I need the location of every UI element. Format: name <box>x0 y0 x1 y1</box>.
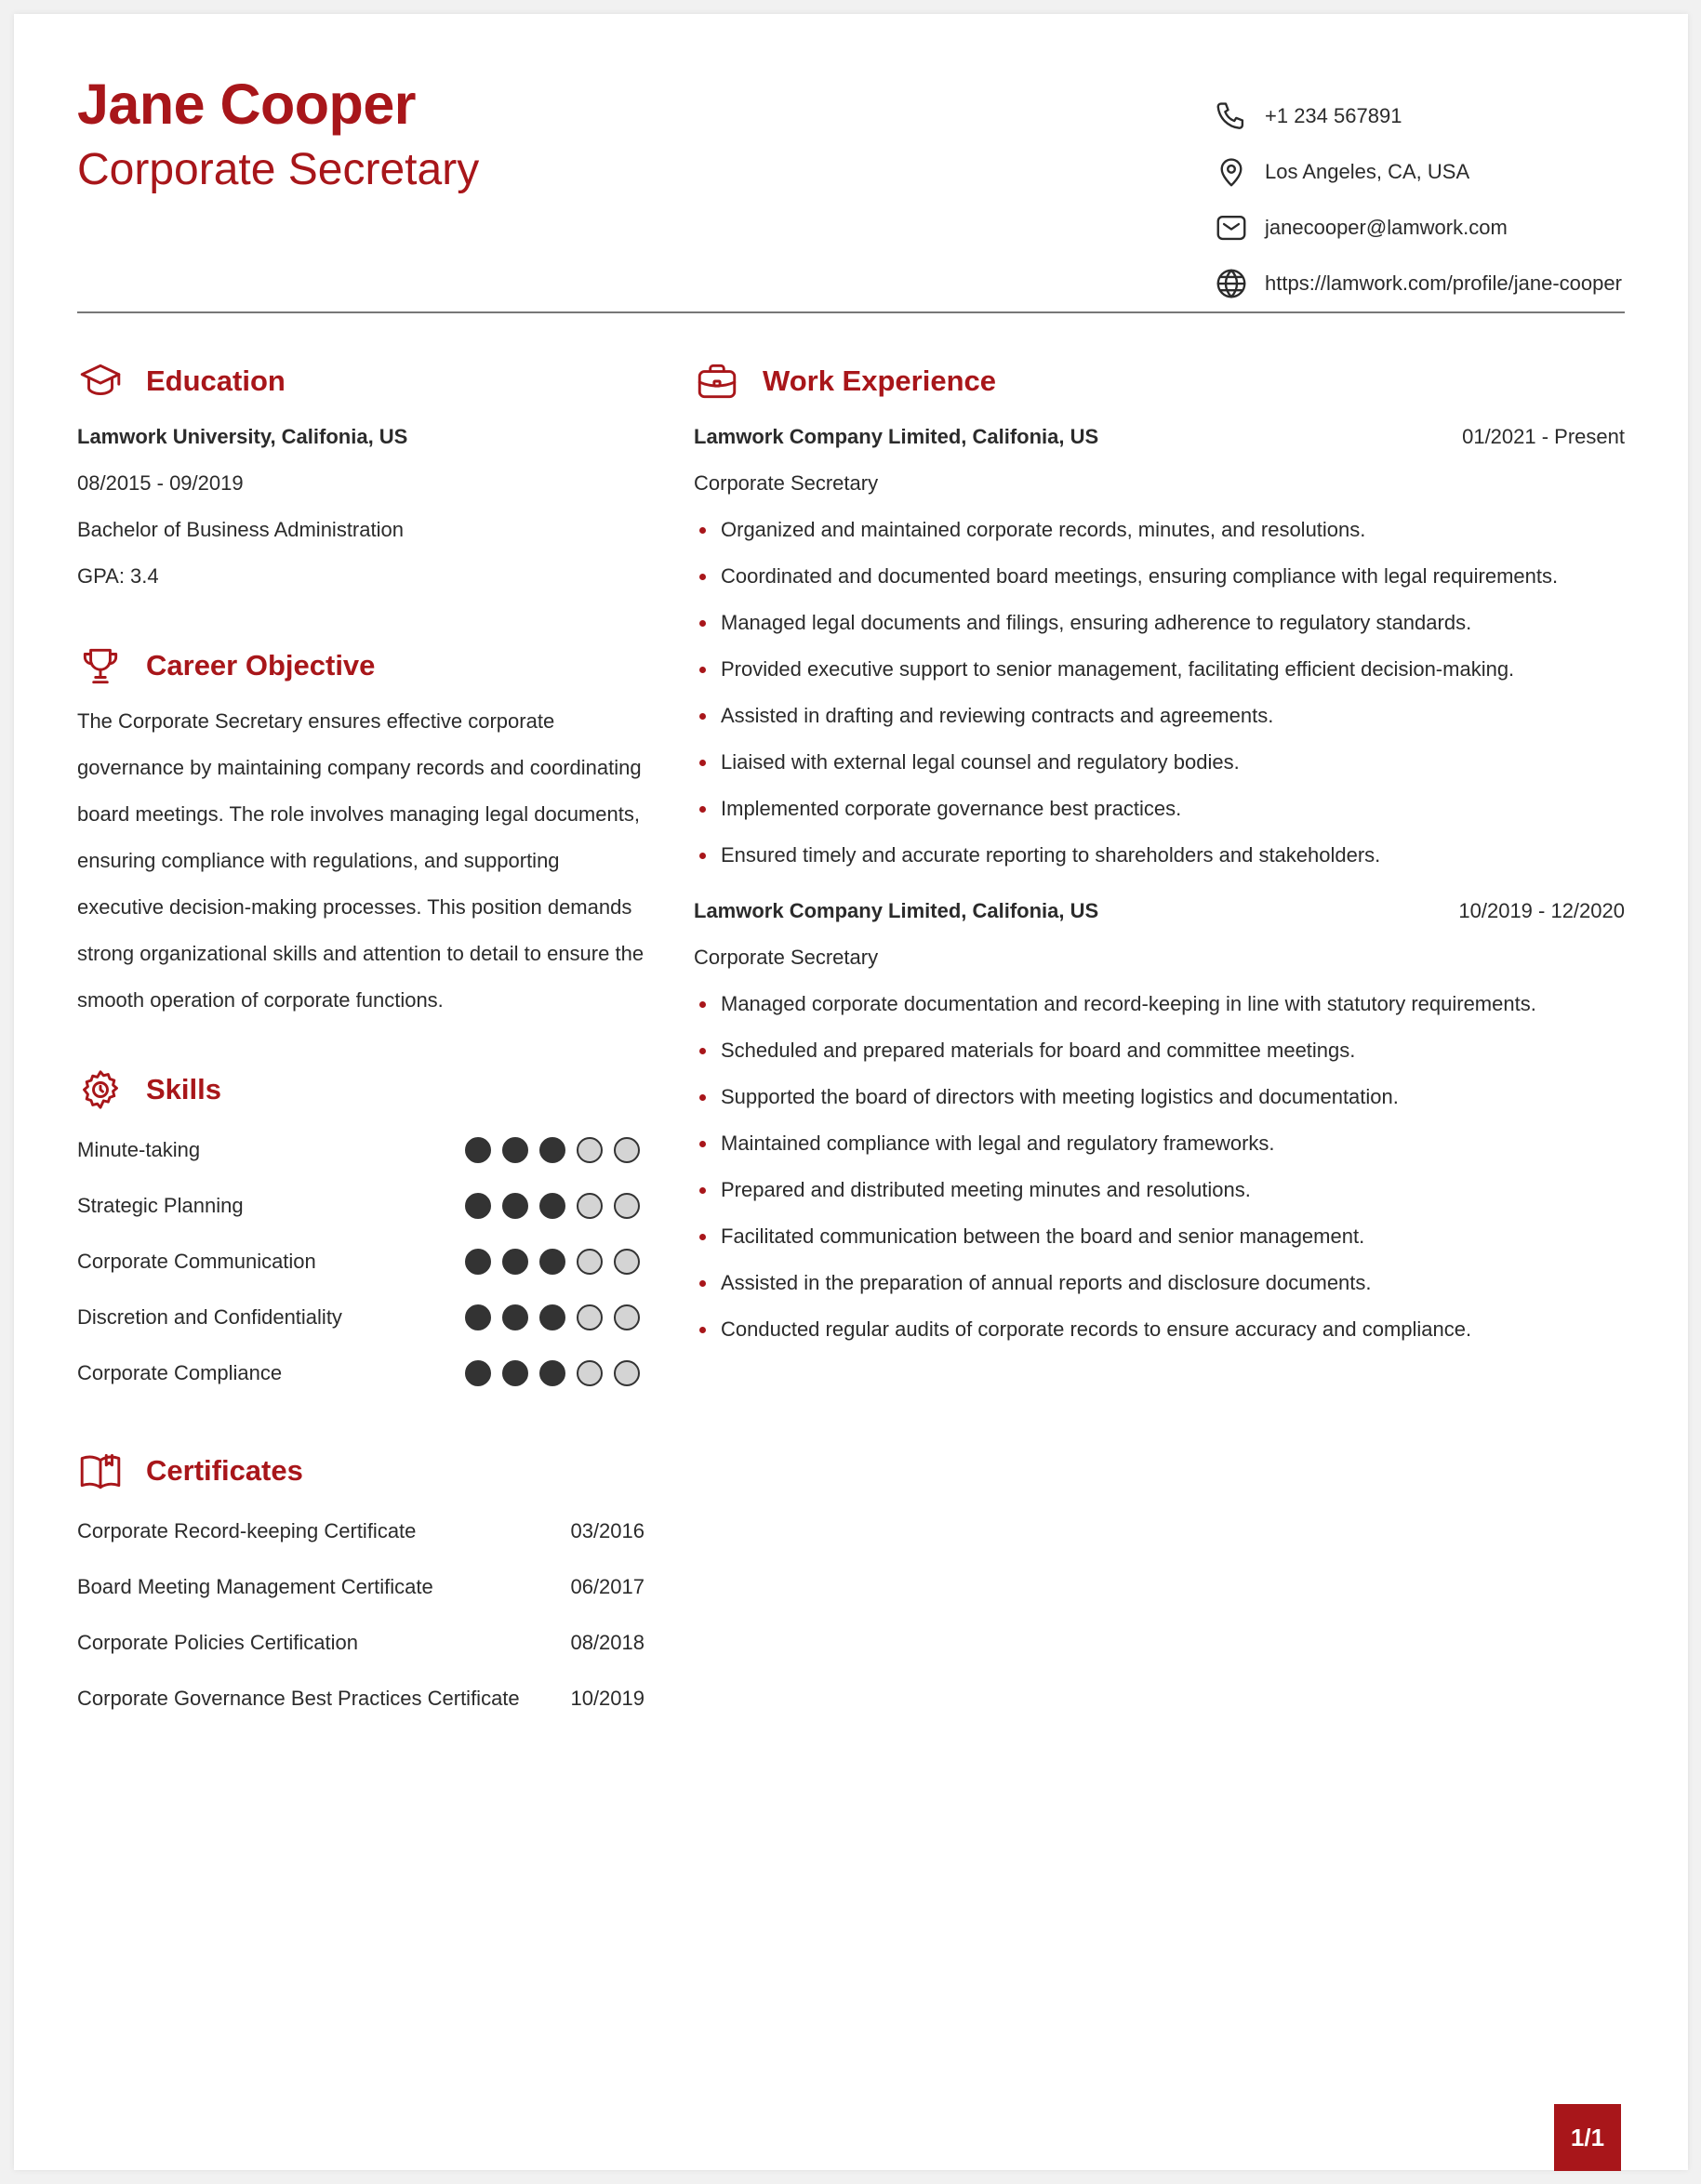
phone-icon <box>1214 99 1249 134</box>
skills-header <box>77 1057 645 1122</box>
certificate-name: Corporate Policies Certification <box>77 1631 359 1654</box>
rating-dot-filled <box>539 1137 565 1163</box>
education-header <box>77 349 645 414</box>
skills-section <box>77 1057 645 1401</box>
rating-dot-filled <box>465 1137 491 1163</box>
job-bullets <box>694 507 1625 879</box>
certificate-name: Corporate Governance Best Practices Certificate <box>77 1687 520 1710</box>
rating-dot-filled <box>502 1193 528 1219</box>
trophy-icon <box>77 642 124 689</box>
work-title: Work Experience <box>763 364 996 397</box>
candidate-name: Jane Cooper <box>77 73 416 136</box>
rating-dot-empty <box>577 1137 603 1163</box>
skill-rating <box>465 1304 640 1330</box>
rating-dot-filled <box>465 1193 491 1219</box>
globe-icon <box>1214 266 1249 301</box>
rating-dot-filled <box>465 1360 491 1386</box>
page-indicator: 1/1 <box>1554 2104 1621 2171</box>
job-dates: 01/2021 - Present <box>1462 425 1625 448</box>
certificate-row <box>77 1615 645 1671</box>
job-position: Corporate Secretary <box>694 471 879 495</box>
certificate-row <box>77 1671 645 1727</box>
rating-dot-empty <box>577 1360 603 1386</box>
skill-name: Minute-taking <box>77 1138 201 1161</box>
certificate-row <box>77 1503 645 1559</box>
certificates-section <box>77 1438 645 1727</box>
job-bullet: Implemented corporate governance best practices. <box>694 786 1625 832</box>
contact-phone[interactable] <box>1214 88 1622 144</box>
rating-dot-empty <box>577 1304 603 1330</box>
rating-dot-filled <box>465 1304 491 1330</box>
skill-name: Discretion and Confidentiality <box>77 1305 342 1329</box>
skills-list <box>77 1122 645 1401</box>
rating-dot-empty <box>577 1249 603 1275</box>
rating-dot-filled <box>539 1304 565 1330</box>
job-bullet: Assisted in drafting and reviewing contracts and agreements. <box>694 693 1625 739</box>
objective-title: Career Objective <box>146 649 376 682</box>
education-dates: 08/2015 - 09/2019 <box>77 471 244 495</box>
objective-section <box>77 633 645 1024</box>
job-bullet: Organized and maintained corporate records, minutes, and resolutions. <box>694 507 1625 553</box>
skill-row <box>77 1290 645 1345</box>
job-header <box>694 414 1625 460</box>
certificate-date: 03/2016 <box>570 1519 645 1542</box>
certificate-date: 06/2017 <box>570 1575 645 1598</box>
rating-dot-filled <box>539 1193 565 1219</box>
graduation-cap-icon <box>77 358 124 404</box>
book-icon <box>77 1448 124 1494</box>
certificate-date: 10/2019 <box>570 1687 645 1710</box>
contact-location <box>1214 144 1622 200</box>
job-entry <box>694 888 1625 1353</box>
mail-icon <box>1214 210 1249 245</box>
header-divider <box>77 311 1625 313</box>
job-bullet: Scheduled and prepared materials for board and committee meetings. <box>694 1027 1625 1074</box>
skill-name: Corporate Compliance <box>77 1361 283 1384</box>
job-bullet: Coordinated and documented board meetings, ensuring compliance with legal requirements. <box>694 553 1625 600</box>
job-bullet: Provided executive support to senior management, facilitating efficient decision-making. <box>694 646 1625 693</box>
job-position: Corporate Secretary <box>694 946 879 969</box>
objective-text: The Corporate Secretary ensures effective corporate governance by maintaining company records and coordinating board meetings. The role involves managing legal documents, ensuring compliance with regulations, and supporting executive decision-making processes. This position demands strong organizational skills and attention to detail to ensure the smooth operation of corporate functions. <box>77 709 645 1012</box>
rating-dot-filled <box>502 1304 528 1330</box>
contact-phone-text: +1 234 567891 <box>1265 104 1402 127</box>
rating-dot-filled <box>502 1249 528 1275</box>
job-dates: 10/2019 - 12/2020 <box>1458 899 1625 922</box>
gear-icon <box>77 1066 124 1113</box>
skill-rating <box>465 1137 640 1163</box>
rating-dot-empty <box>614 1137 640 1163</box>
certificates-header <box>77 1438 645 1503</box>
rating-dot-filled <box>502 1360 528 1386</box>
education-section <box>77 349 645 600</box>
job-bullet: Prepared and distributed meeting minutes and resolutions. <box>694 1167 1625 1213</box>
skill-rating <box>465 1249 640 1275</box>
rating-dot-empty <box>614 1249 640 1275</box>
skill-row <box>77 1234 645 1290</box>
contact-email[interactable] <box>1214 200 1622 256</box>
job-bullets <box>694 981 1625 1353</box>
rating-dot-filled <box>539 1360 565 1386</box>
rating-dot-empty <box>577 1193 603 1219</box>
rating-dot-empty <box>614 1193 640 1219</box>
location-pin-icon <box>1214 154 1249 190</box>
rating-dot-filled <box>465 1249 491 1275</box>
rating-dot-filled <box>502 1137 528 1163</box>
briefcase-icon <box>694 358 740 404</box>
job-header <box>694 888 1625 934</box>
certificate-date: 08/2018 <box>570 1631 645 1654</box>
certificates-title: Certificates <box>146 1454 303 1487</box>
rating-dot-empty <box>614 1304 640 1330</box>
job-bullet: Supported the board of directors with meeting logistics and documentation. <box>694 1074 1625 1120</box>
rating-dot-empty <box>614 1360 640 1386</box>
certificate-row <box>77 1559 645 1615</box>
job-bullet: Maintained compliance with legal and regulatory frameworks. <box>694 1120 1625 1167</box>
work-list <box>694 414 1625 1353</box>
job-bullet: Conducted regular audits of corporate records to ensure accuracy and compliance. <box>694 1306 1625 1353</box>
education-school: Lamwork University, Califonia, US <box>77 425 408 448</box>
contact-location-text: Los Angeles, CA, USA <box>1265 160 1470 183</box>
job-entry <box>694 414 1625 879</box>
contact-list <box>1214 88 1622 311</box>
contact-email-text: janecooper@lamwork.com <box>1265 216 1508 239</box>
education-gpa: GPA: 3.4 <box>77 564 159 588</box>
skill-row <box>77 1345 645 1401</box>
skill-row <box>77 1178 645 1234</box>
skill-row <box>77 1122 645 1178</box>
job-bullet: Assisted in the preparation of annual reports and disclosure documents. <box>694 1260 1625 1306</box>
job-bullet: Managed legal documents and filings, ensuring adherence to regulatory standards. <box>694 600 1625 646</box>
contact-website-text: https://lamwork.com/profile/jane-cooper <box>1265 271 1622 295</box>
skill-name: Strategic Planning <box>77 1194 244 1217</box>
certificate-name: Corporate Record-keeping Certificate <box>77 1519 417 1542</box>
candidate-role: Corporate Secretary <box>77 145 480 194</box>
job-company: Lamwork Company Limited, Califonia, US <box>694 899 1099 922</box>
education-title: Education <box>146 364 286 397</box>
skill-rating <box>465 1193 640 1219</box>
job-bullet: Managed corporate documentation and record-keeping in line with statutory requirements. <box>694 981 1625 1027</box>
objective-header <box>77 633 645 698</box>
work-header <box>694 349 1625 414</box>
job-bullet: Facilitated communication between the board and senior management. <box>694 1213 1625 1260</box>
rating-dot-filled <box>539 1249 565 1275</box>
job-company: Lamwork Company Limited, Califonia, US <box>694 425 1099 448</box>
resume-page <box>14 14 1688 2170</box>
skills-title: Skills <box>146 1073 221 1105</box>
certificates-list <box>77 1503 645 1727</box>
skill-rating <box>465 1360 640 1386</box>
right-column <box>694 349 1625 1353</box>
education-degree: Bachelor of Business Administration <box>77 518 404 541</box>
skill-name: Corporate Communication <box>77 1250 316 1273</box>
left-column <box>77 349 645 1727</box>
job-bullet: Ensured timely and accurate reporting to shareholders and stakeholders. <box>694 832 1625 879</box>
certificate-name: Board Meeting Management Certificate <box>77 1575 433 1598</box>
contact-website[interactable] <box>1214 256 1622 311</box>
job-bullet: Liaised with external legal counsel and regulatory bodies. <box>694 739 1625 786</box>
